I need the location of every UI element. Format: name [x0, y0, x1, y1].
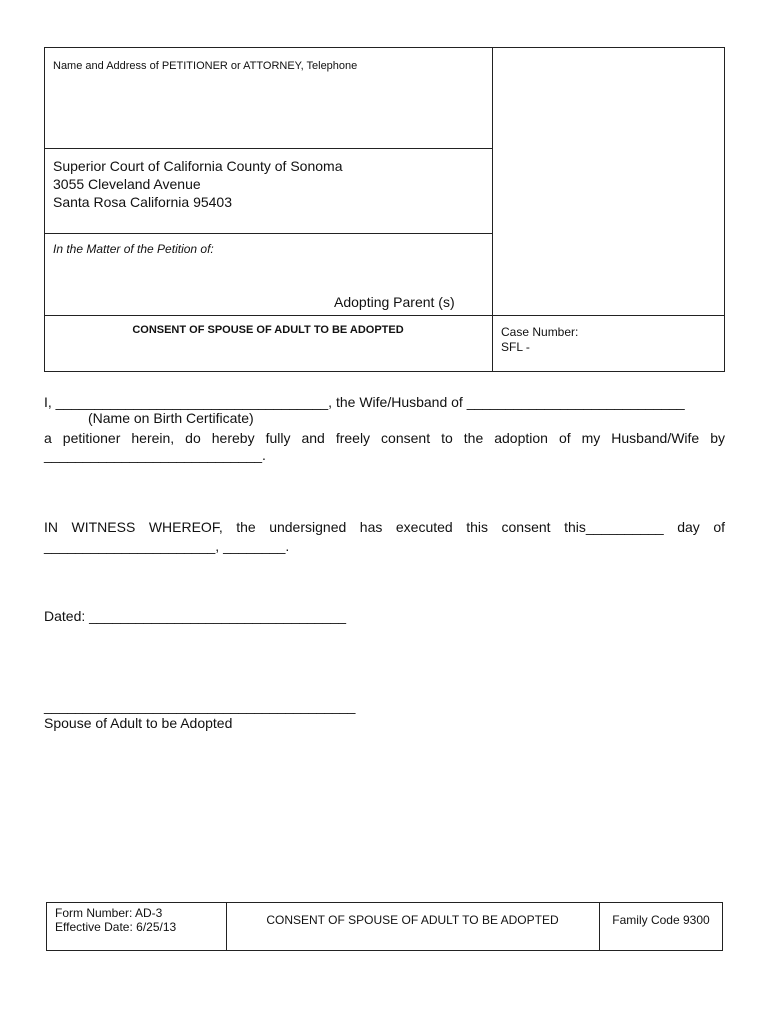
witness-line-2: ______________________, ________. [44, 538, 290, 554]
matter-label: In the Matter of the Petition of: [53, 242, 214, 256]
family-code: Family Code 9300 [612, 913, 710, 927]
form-number: Form Number: AD-3 [55, 906, 163, 920]
signature-line: ________________________________________ [44, 698, 356, 714]
case-number-value: SFL - [501, 340, 530, 354]
consent-line-4: ____________________________. [44, 447, 266, 463]
caption-divider-1 [44, 148, 492, 149]
court-line-1: Superior Court of California County of Sonoma [53, 158, 343, 174]
caption-divider-vertical [492, 47, 493, 372]
form-title: CONSENT OF SPOUSE OF ADULT TO BE ADOPTED [132, 324, 404, 336]
caption-divider-2 [44, 233, 492, 234]
consent-line-3: a petitioner herein, do hereby fully and freely consent to the adoption of my Husband/Wife by [44, 430, 725, 446]
petitioner-label: Name and Address of PETITIONER or ATTORNEY, Telephone [53, 60, 358, 72]
dated-line: Dated: _________________________________ [44, 608, 347, 624]
effective-date: Effective Date: 6/25/13 [55, 920, 177, 934]
case-number-label: Case Number: [501, 325, 579, 339]
adopting-parent-label: Adopting Parent (s) [334, 294, 455, 310]
footer-title: CONSENT OF SPOUSE OF ADULT TO BE ADOPTED [266, 913, 559, 927]
caption-divider-3 [44, 315, 725, 316]
name-on-birth-certificate-label: (Name on Birth Certificate) [88, 410, 254, 426]
court-line-3: Santa Rosa California 95403 [53, 194, 233, 210]
consent-line-1: I, ___________________________________, the Wife/Husband of ____________________________ [44, 394, 685, 410]
signature-label: Spouse of Adult to be Adopted [44, 715, 233, 731]
witness-line-1: IN WITNESS WHEREOF, the undersigned has executed this consent this__________ day of [44, 519, 725, 535]
court-line-2: 3055 Cleveland Avenue [53, 176, 201, 192]
